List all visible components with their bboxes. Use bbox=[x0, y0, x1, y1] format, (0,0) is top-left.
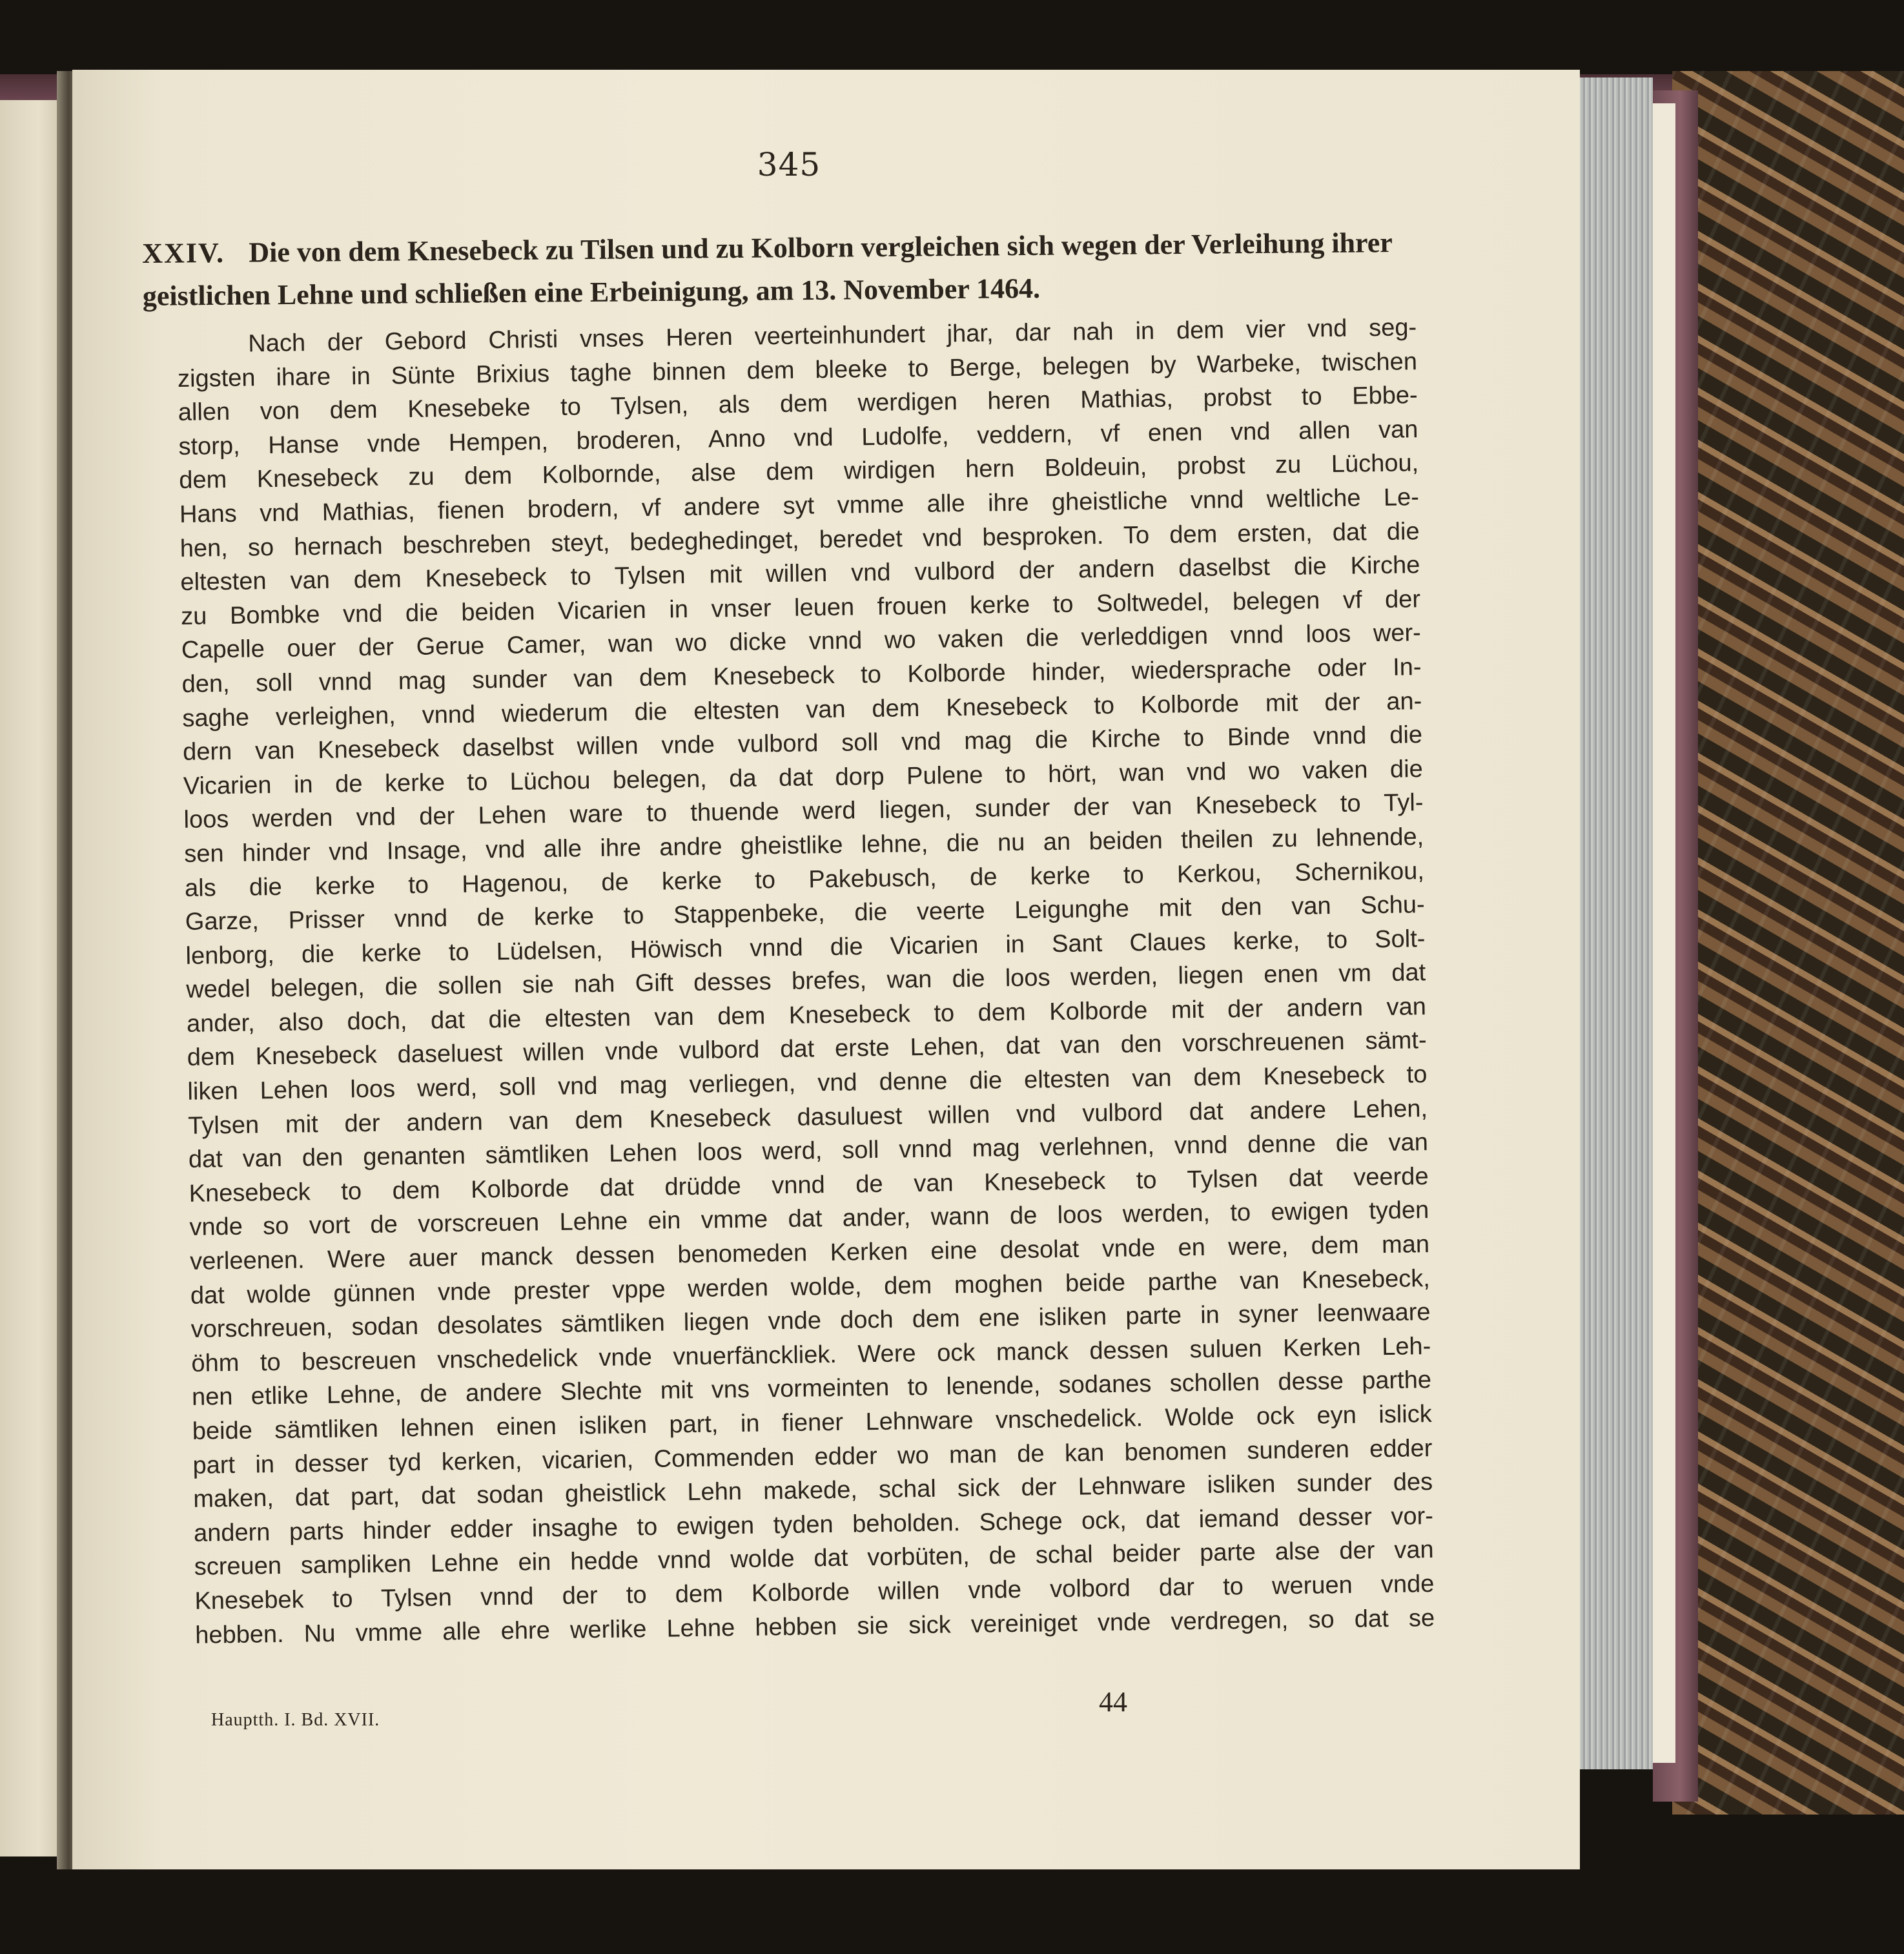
text-line: dat van den genanten sämtliken Lehen loos werd, soll vnnd mag verlehnen, vnnd denne die van bbox=[188, 1129, 1429, 1174]
text-line: sen hinder vnd Insage, vnd alle ihre andre gheistlike lehne, die nu an beiden theilen zu lehnende, bbox=[184, 823, 1424, 868]
book-page bbox=[72, 70, 1580, 1871]
text-line: zu Bombke vnd die beiden Vicarien in vnser leuen frouen kerke to Soltwedel, belegen vf der bbox=[180, 585, 1421, 630]
text-line: beide sämtliken lehnen einen isliken part, in fiener Lehnware vnschedelick. Wolde ock eyn islick bbox=[192, 1401, 1432, 1445]
text-line: dem Knesebeck daseluest willen vnde vulbord dat erste Lehen, dat van den vorschreuenen sämt- bbox=[187, 1027, 1427, 1072]
marbled-board bbox=[1672, 71, 1904, 1815]
text-line: den, soll vnnd mag sunder van dem Knesebeck to Kolborde hinder, wiedersprache oder In- bbox=[181, 653, 1422, 698]
text-line: Knesebek to Tylsen vnnd der to dem Kolborde willen vnde volbord dar to weruen vnde bbox=[194, 1570, 1435, 1615]
text-line: Capelle ouer der Gerue Camer, wan wo dicke vnnd wo vaken die verleddigen vnnd loos wer- bbox=[181, 619, 1422, 664]
text-line: eltesten van dem Knesebeck to Tylsen mit willen vnd vulbord der andern daselbst die Kirche bbox=[180, 551, 1420, 597]
document-heading bbox=[142, 221, 1428, 318]
text-line: storp, Hanse vnde Hempen, broderen, Anno vnd Ludolfe, veddern, vf enen vnd allen van bbox=[178, 415, 1418, 460]
text-line: lenborg, die kerke to Lüdelsen, Höwisch vnnd die Vicarien in Sant Claues kerke, to Solt- bbox=[185, 925, 1426, 970]
text-line: maken, dat part, dat sodan gheistlick Lehn makede, schal sick der Lehnware isliken sunder des bbox=[193, 1468, 1433, 1514]
document-number: XXIV. bbox=[142, 236, 225, 269]
text-line: zigsten ihare in Sünte Brixius taghe binnen dem bleeke to Berge, belegen by Warbeke, twischen bbox=[177, 347, 1418, 393]
text-line: nen etlike Lehne, de andere Slechte mit vns vormeinten to lenende, sodanes schollen desse parthe bbox=[191, 1366, 1432, 1412]
page-number: 345 bbox=[757, 146, 821, 183]
facing-page bbox=[0, 100, 65, 1856]
text-line: Nach der Gebord Christi vnses Heren veerteinhundert jhar, dar nah in dem vier vnd seg- bbox=[248, 314, 1417, 358]
document-title: Die von dem Knesebeck zu Tilsen und zu Kolborn vergleichen sich wegen der Verleihung ihrer geistlichen Lehne und schließen eine Erbeinigung, am 13. November 1464. bbox=[142, 227, 1393, 312]
text-line: verleenen. Were auer manck dessen benomeden Kerken eine desolat vnde en were, dem man bbox=[189, 1231, 1430, 1275]
text-line: vnde so vort de vorscreuen Lehne ein vmme dat ander, wann de loos werden, to ewigen tyden bbox=[189, 1197, 1429, 1242]
background-bottom bbox=[0, 1869, 1904, 1954]
body-text bbox=[177, 311, 1435, 1652]
printer-signature: Hauptth. I. Bd. XVII. bbox=[211, 1710, 380, 1730]
text-line: wedel belegen, die sollen sie nah Gift desses brefes, wan die loos werden, liegen enen vm dat bbox=[186, 959, 1426, 1004]
text-line: als die kerke to Hagenou, de kerke to Pakebusch, de kerke to Kerkou, Schernikou, bbox=[184, 857, 1425, 902]
sheet-number: 44 bbox=[1099, 1686, 1127, 1718]
text-line: vorschreuen, sodan desolates sämtliken liegen vnde doch dem ene isliken parte in syner leenwaare bbox=[190, 1299, 1431, 1344]
page-block-edge bbox=[1575, 77, 1653, 1769]
text-line: hebben. Nu vmme alle ehre werlike Lehne hebben sie sick vereiniget vnde verdregen, so dat se bbox=[194, 1604, 1435, 1649]
text-line: öhm to bescreuen vnschedelick vnde vnuerfänckliek. Were ock manck dessen suluen Kerken Leh- bbox=[191, 1332, 1431, 1377]
text-line: liken Lehen loos werd, soll vnd mag verliegen, vnd denne die eltesten van dem Knesebeck to bbox=[187, 1061, 1428, 1106]
text-line: Garze, Prisser vnnd de kerke to Stappenbeke, die veerte Leigunghe mit den van Schu- bbox=[185, 891, 1425, 936]
text-line: dern van Knesebeck daselbst willen vnde vulbord soll vnd mag die Kirche to Binde vnnd die bbox=[182, 721, 1423, 766]
text-line: Knesebeck to dem Kolborde dat drüdde vnnd de van Knesebeck to Tylsen dat veerde bbox=[189, 1162, 1429, 1208]
text-line: Tylsen mit der andern van dem Knesebeck dasuluest willen vnd vulbord dat andere Lehen, bbox=[187, 1095, 1428, 1140]
text-line: allen von dem Knesebeke to Tylsen, als dem werdigen heren Mathias, probst to Ebbe- bbox=[178, 382, 1418, 427]
text-line: saghe verleighen, vnnd wiederum die eltesten van dem Knesebeck to Kolborde mit der an- bbox=[182, 687, 1422, 732]
text-line: screuen sampliken Lehne ein hedde vnnd wolde dat vorbüten, de schal beider parte alse der van bbox=[194, 1536, 1434, 1581]
text-line: ander, also doch, dat die eltesten van dem Knesebeck to dem Kolborde mit der andern van bbox=[186, 992, 1427, 1038]
text-line: hen, so hernach beschreben steyt, bedeghedinget, beredet vnd besproken. To dem ersten, dat die bbox=[179, 517, 1420, 562]
text-line: Vicarien in de kerke to Lüchou belegen, da dat dorp Pulene to hört, wan vnd wo vaken die bbox=[183, 755, 1424, 800]
text-line: Hans vnd Mathias, fienen brodern, vf andere syt vmme alle ihre gheistliche vnnd weltliche Le- bbox=[179, 484, 1420, 528]
text-line: loos werden vnd der Lehen ware to thuende werd liegen, sunder der van Knesebeck to Tyl- bbox=[183, 789, 1424, 834]
text-line: dem Knesebeck zu dem Kolbornde, alse dem wirdigen hern Boldeuin, probst zu Lüchou, bbox=[179, 449, 1419, 495]
page-block-light bbox=[1653, 103, 1675, 1763]
text-line: dat wolde günnen vnde prester vppe werden wolde, dem moghen beide parthe van Knesebeck, bbox=[190, 1264, 1431, 1310]
text-line: part in desser tyd kerken, vicarien, Commenden edder wo man de kan benomen sunderen edder bbox=[192, 1434, 1433, 1479]
text-line: andern parts hinder edder insaghe to ewigen tyden beholden. Schege ock, dat iemand desser vor- bbox=[193, 1502, 1434, 1547]
